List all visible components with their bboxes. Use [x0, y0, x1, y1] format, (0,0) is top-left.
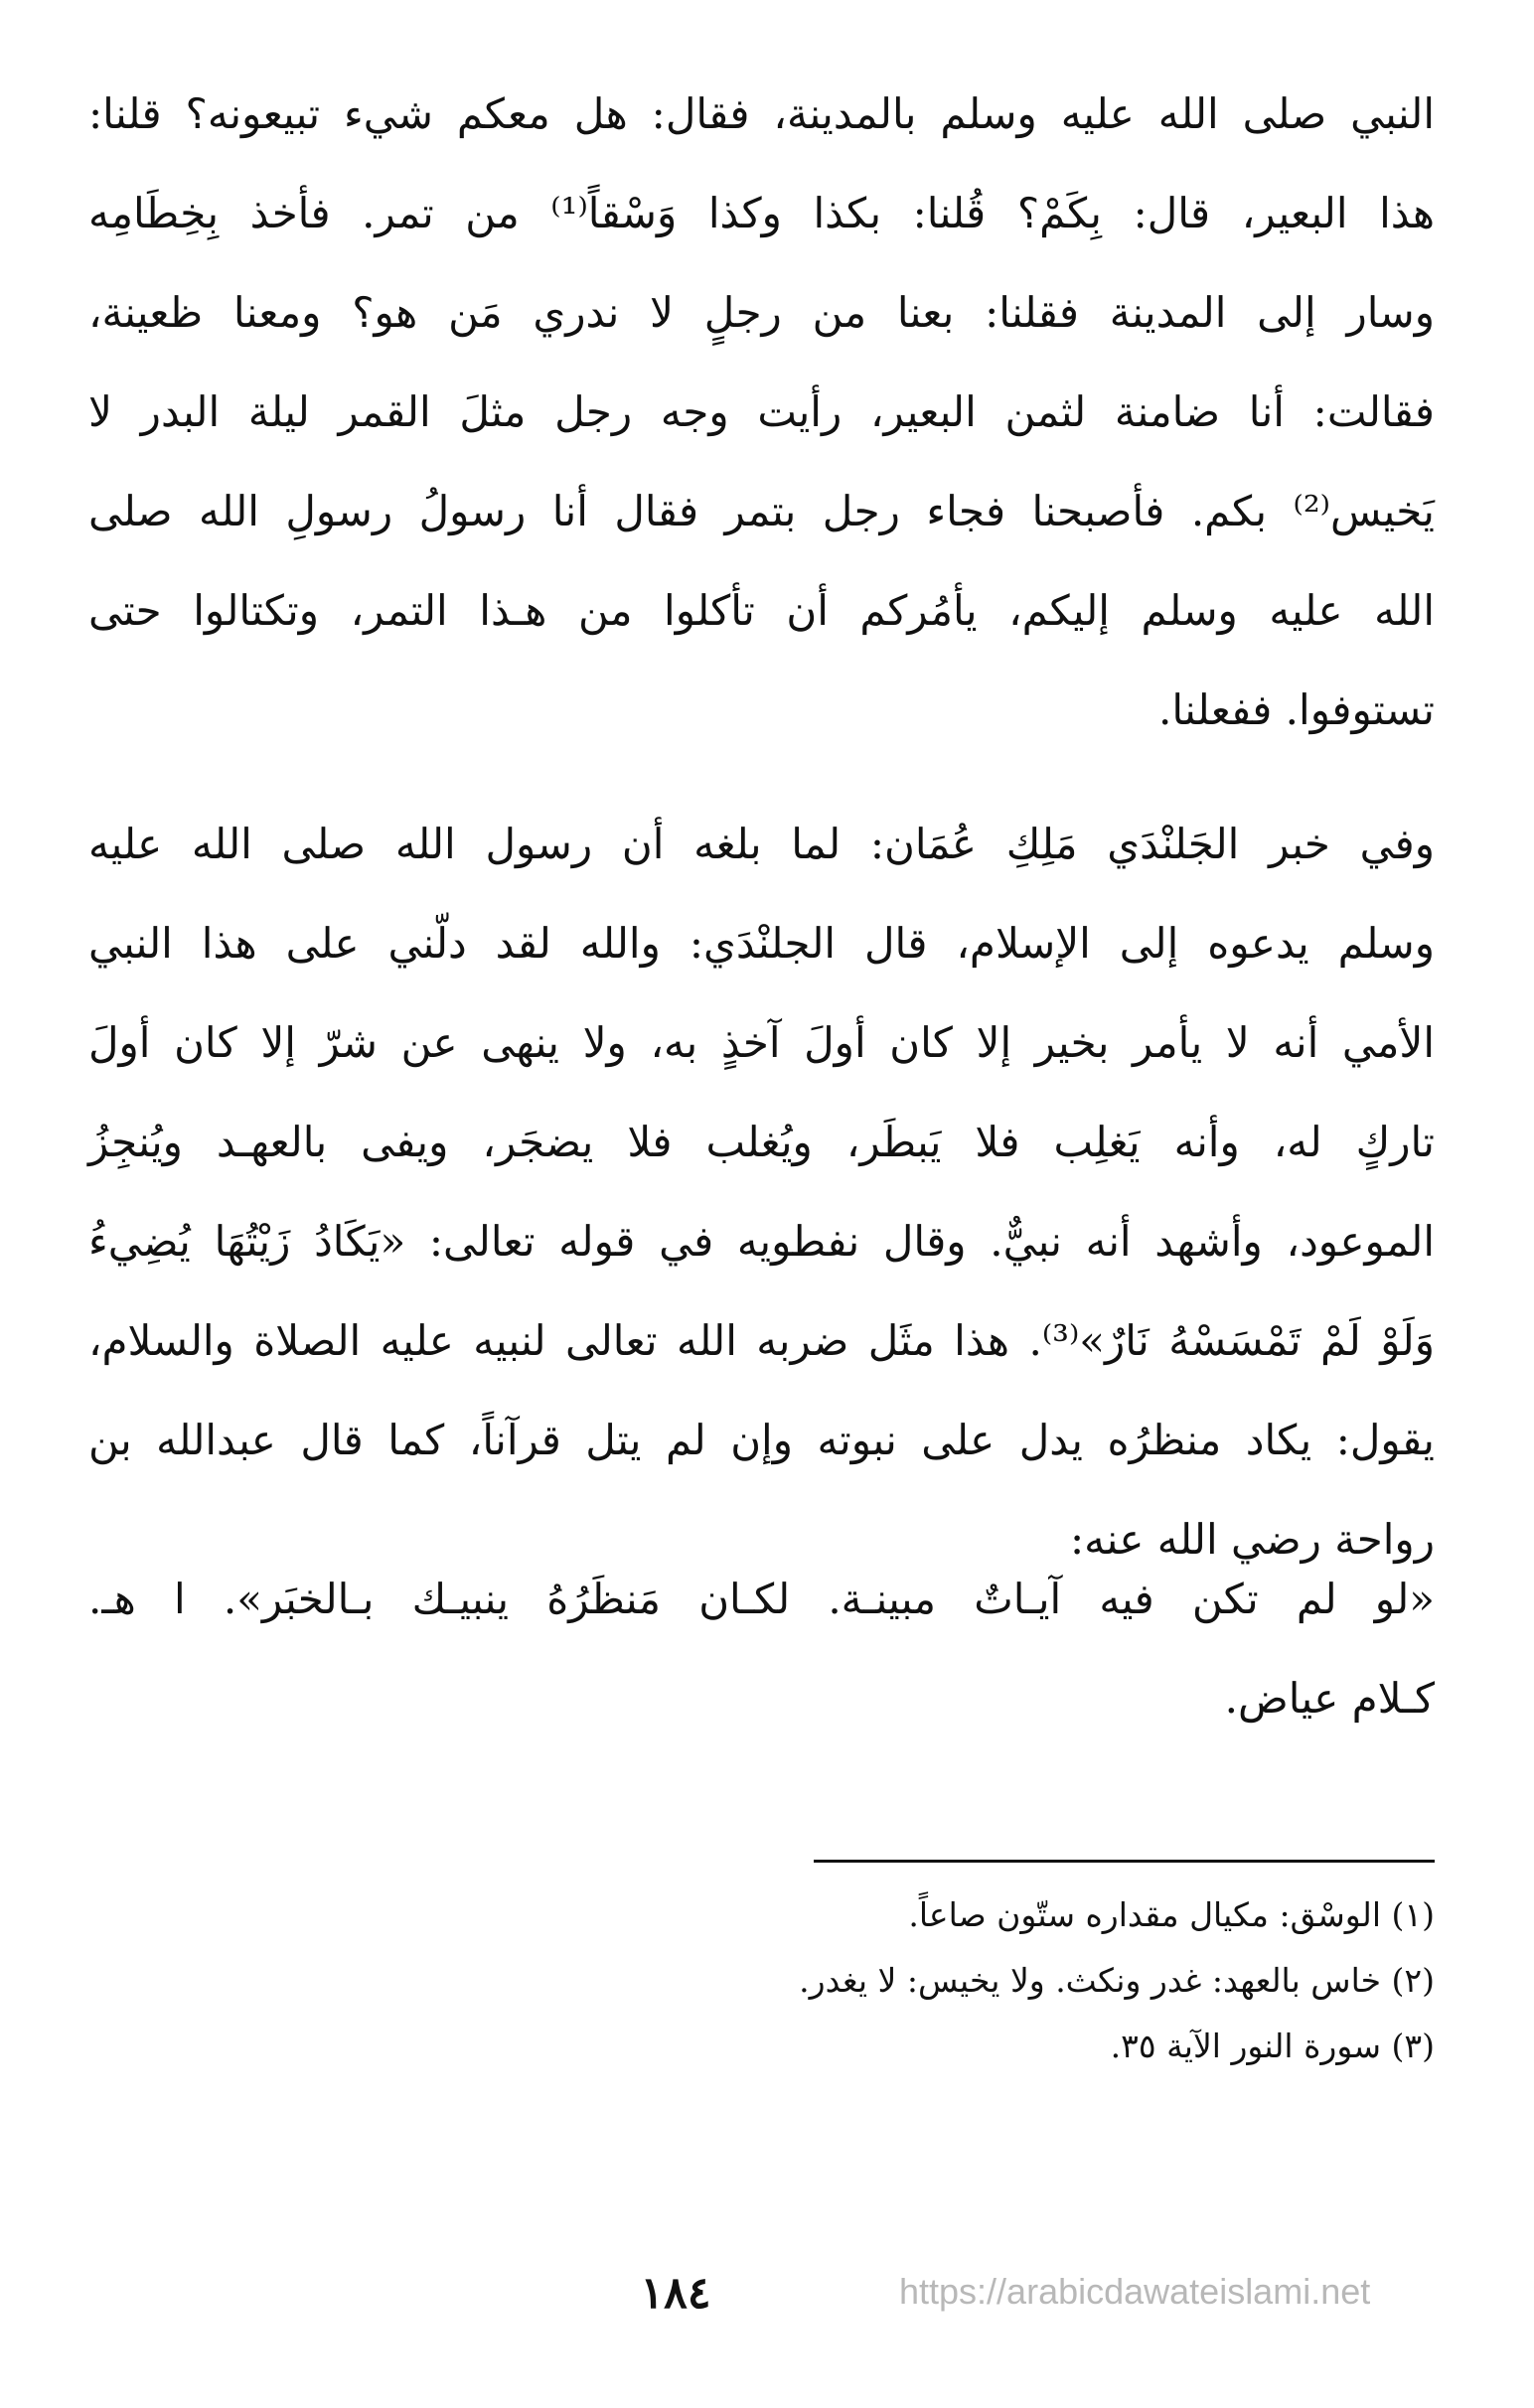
text-line: وَلَوْ لَمْ تَمْسَسْهُ نَارٌ»⁽³⁾. هذا مثَل ضربه الله تعالى لنبيه عليه الصلاة والسلام، [88, 1316, 1435, 1365]
text-line: فقالت: أنا ضامنة لثمن البعير، رأيت وجه رجل مثلَ القمر ليلة البدر لا [88, 387, 1435, 436]
page-number: ١٨٤ [640, 2268, 711, 2319]
text-line: وسار إلى المدينة فقلنا: بعنا من رجلٍ لا ندري مَن هو؟ ومعنا ظعينة، [88, 288, 1435, 337]
text-line: يقول: يكاد منظرُه يدل على نبوته وإن لم يتل قرآناً، كما قال عبدالله بن [88, 1416, 1435, 1464]
poem-quote [88, 1550, 1435, 1748]
text-line: تستوفوا. ففعلنا. [1158, 685, 1435, 734]
text-line: كـلام عياض. [1224, 1674, 1435, 1723]
text-line: تاركٍ له، وأنه يَغلِب فلا يَبطَر، ويُغلب فلا يضجَر، ويفى بالعهـد ويُنجِزُ [88, 1118, 1435, 1166]
text-line: «لو لم تكن فيه آيـاتٌ مبينـة. لكـان مَنظَرُهُ ينبيـك بـالخبَر». ا هـ. [88, 1575, 1435, 1623]
text-line: وسلم يدعوه إلى الإسلام، قال الجلنْدَي: والله لقد دلّني على هذا النبي [88, 919, 1435, 968]
text-line: الأمي أنه لا يأمر بخير إلا كان أولَ آخذٍ به، ولا ينهى عن شرّ إلا كان أولَ [88, 1018, 1435, 1067]
footnote-2: (٢) خاس بالعهد: غدر ونكث. ولا يخيس: لا يغدر. [799, 1961, 1435, 2000]
text-line: النبي صلى الله عليه وسلم بالمدينة، فقال: هل معكم شيء تبيعونه؟ قلنا: [88, 89, 1435, 138]
footnote-divider [814, 1860, 1435, 1863]
text-line: الله عليه وسلم إليكم، يأمُركم أن تأكلوا من هـذا التمر، وتكتالوا حتى [88, 586, 1436, 635]
watermark-url: https://arabicdawateislami.net [899, 2271, 1371, 2312]
footnote-1: (١) الوسْق: مكيال مقداره ستّون صاعاً. [908, 1895, 1435, 1934]
text-line: يَخيس⁽²⁾ بكم. فأصبحنا فجاء رجل بتمر فقال أنا رسولُ رسولِ الله صلى [88, 487, 1435, 535]
footnotes [540, 1882, 1435, 2079]
paragraph-2 [88, 795, 1435, 1589]
paragraph-1 [88, 65, 1435, 760]
text-line: الموعود، وأشهد أنه نبيٌّ. وقال نفطويه في قوله تعالى: «يَكَادُ زَيْتُهَا يُضِيءُ [88, 1217, 1435, 1266]
text-line: وفي خبر الجَلنْدَي مَلِكِ عُمَان: لما بلغه أن رسول الله صلى الله عليه [88, 820, 1435, 868]
text-line: هذا البعير، قال: بِكَمْ؟ قُلنا: بكذا وكذا وَسْقاً⁽¹⁾ من تمر. فأخذ بِخِطَامِه [88, 189, 1435, 237]
text-line: رواحة رضي الله عنه: [1069, 1515, 1435, 1564]
footnote-3: (٣) سورة النور الآية ٣٥. [1110, 2027, 1435, 2065]
